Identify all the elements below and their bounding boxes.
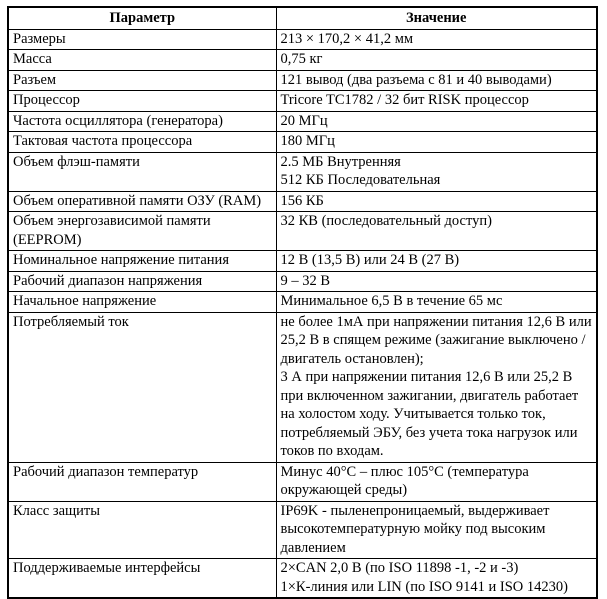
value-cell [276, 251, 597, 272]
param-cell: Масса [8, 50, 276, 71]
param-cell: Процессор [8, 91, 276, 112]
value-line: 0,75 кг [280, 51, 323, 67]
param-cell: Разъем [8, 70, 276, 91]
value-cell [276, 212, 597, 251]
value-cell [276, 29, 597, 50]
value-line: 3 А при напряжении питания 12,6 В или 25,2 В при включенном зажигании, двигатель работает на холостом ходу. Учитывается только ток, потребляемый ЭБУ, без учета тока нагрузок или токов по входам. [280, 369, 579, 459]
param-cell: Объем флэш-памяти [8, 152, 276, 191]
value-line: 1×К-линия или LIN (по ISO 9141 и ISO 14230) [280, 578, 568, 595]
spec-table [7, 6, 598, 599]
table-row [8, 292, 597, 313]
value-line: 2.5 МБ Внутренняя [280, 153, 401, 170]
header-row [8, 7, 597, 29]
value-line: 512 КБ Последовательная [280, 172, 441, 188]
table-row [8, 132, 597, 153]
value-cell [276, 559, 597, 599]
value-cell [276, 111, 597, 132]
value-cell [276, 50, 597, 71]
param-cell: Объем энергозависимой памяти (EEPROM) [8, 212, 276, 251]
param-cell: Размеры [8, 29, 276, 50]
table-row [8, 251, 597, 272]
value-line: 213 × 170,2 × 41,2 мм [280, 30, 414, 47]
param-cell: Рабочий диапазон напряжения [8, 271, 276, 292]
table-row [8, 212, 597, 251]
param-cell: Потребляемый ток [8, 312, 276, 462]
value-line: не более 1мА при напряжении питания 12,6 В или 25,2 В в спящем режиме (зажигание выключено / двигатель остановлен); [280, 313, 592, 367]
table-row [8, 70, 597, 91]
value-line: IP69K - пыленепроницаемый, выдерживает высокотемпературную мойку под высоким давлением [280, 502, 550, 556]
table-row [8, 501, 597, 559]
param-cell: Номинальное напряжение питания [8, 251, 276, 272]
param-cell: Начальное напряжение [8, 292, 276, 313]
value-cell [276, 292, 597, 313]
header-param: Параметр [8, 7, 276, 29]
param-cell: Поддерживаемые интерфейсы [8, 559, 276, 599]
value-line: 20 МГц [280, 112, 328, 129]
param-cell: Объем оперативной памяти ОЗУ (RAM) [8, 191, 276, 212]
value-line: Tricore TC1782 / 32 бит RISK процессор [280, 92, 529, 108]
value-cell [276, 271, 597, 292]
value-cell [276, 91, 597, 112]
table-row [8, 29, 597, 50]
table-row [8, 271, 597, 292]
value-cell [276, 462, 597, 501]
table-row [8, 462, 597, 501]
value-line: 2×CAN 2,0 В (по ISO 11898 -1, -2 и -3) [280, 560, 519, 576]
value-cell [276, 501, 597, 559]
header-value: Значение [276, 7, 597, 29]
value-cell [276, 152, 597, 191]
spec-table-body [8, 29, 597, 598]
value-cell [276, 191, 597, 212]
param-cell: Рабочий диапазон температур [8, 462, 276, 501]
table-row [8, 312, 597, 462]
table-row [8, 559, 597, 599]
value-cell [276, 132, 597, 153]
param-cell: Класс защиты [8, 501, 276, 559]
table-row [8, 152, 597, 191]
table-row [8, 91, 597, 112]
value-line: Минимальное 6,5 В в течение 65 мс [280, 293, 503, 309]
value-line: 180 МГц [280, 133, 335, 149]
param-cell: Тактовая частота процессора [8, 132, 276, 153]
param-cell: Частота осциллятора (генератора) [8, 111, 276, 132]
value-line: 12 В (13,5 В) или 24 В (27 В) [280, 252, 460, 268]
table-row [8, 111, 597, 132]
table-row [8, 191, 597, 212]
value-line: 121 вывод (два разъема с 81 и 40 выводами) [280, 71, 552, 88]
table-row [8, 50, 597, 71]
value-cell [276, 70, 597, 91]
value-cell [276, 312, 597, 462]
value-line: 156 КБ [280, 192, 324, 209]
value-line: 32 КВ (последовательный доступ) [280, 213, 492, 229]
value-line: Минус 40°С – плюс 105°С (температура окружающей среды) [280, 463, 529, 498]
value-line: 9 – 32 В [280, 272, 331, 289]
